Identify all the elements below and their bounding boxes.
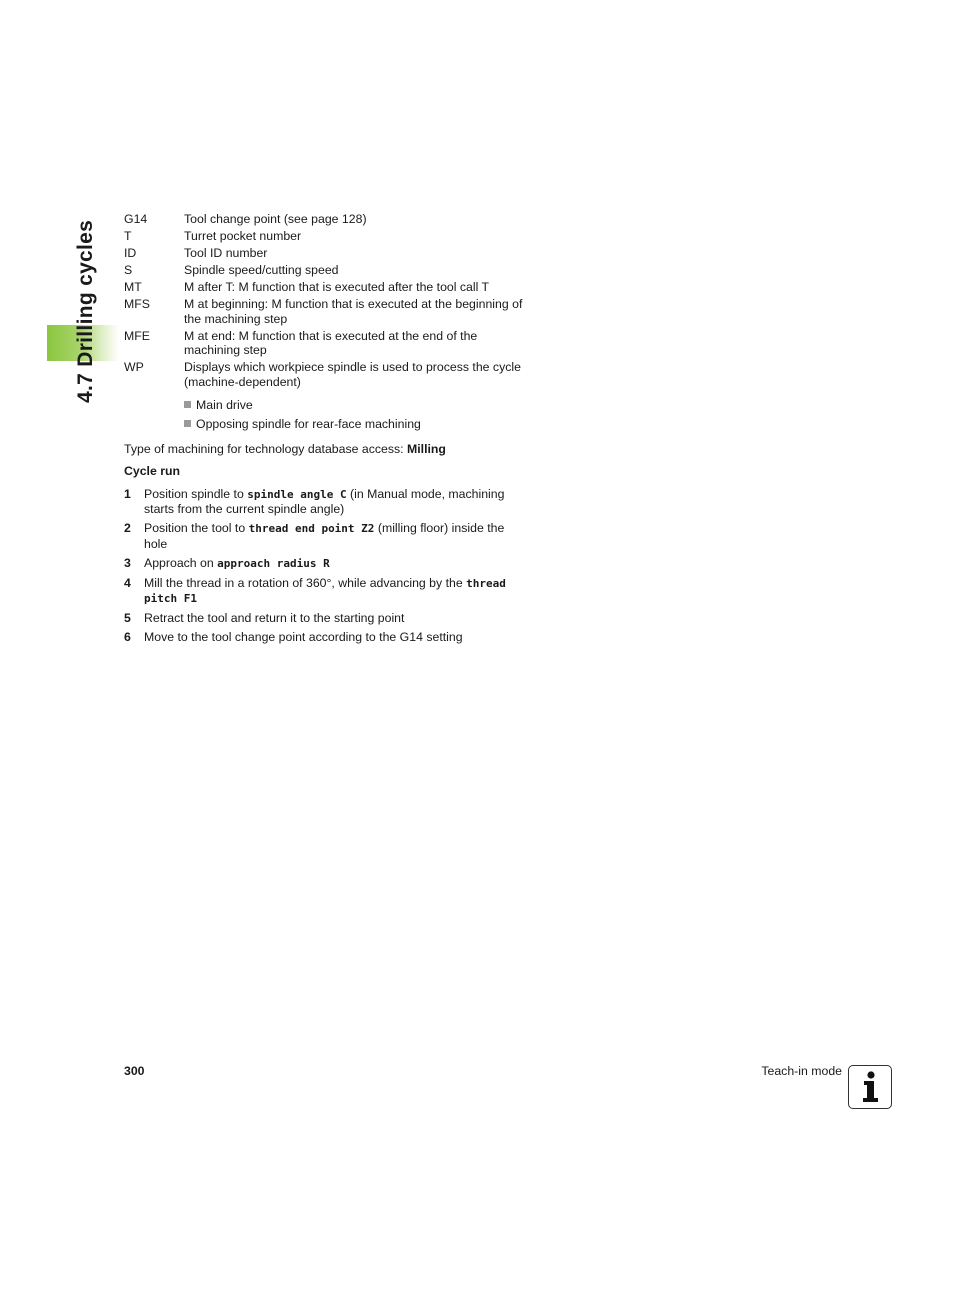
parameter-row xyxy=(124,360,524,389)
parameter-description: M at beginning: M function that is executed at the beginning of the machining step xyxy=(184,297,523,326)
page-number: 300 xyxy=(124,1064,145,1078)
cycle-run-heading: Cycle run xyxy=(124,464,181,478)
step-text xyxy=(144,576,524,607)
cycle-step xyxy=(124,556,524,572)
parameter-code: MT xyxy=(124,280,142,294)
parameter-description: Tool ID number xyxy=(184,246,268,260)
parameter-list xyxy=(124,212,524,389)
step-number: 3 xyxy=(124,555,131,570)
chapter-title: 4.7 Drilling cycles xyxy=(74,219,97,403)
main-content xyxy=(124,212,524,649)
parameter-code: WP xyxy=(124,360,144,374)
step-parameter-name: approach radius R xyxy=(217,556,330,570)
step-text xyxy=(144,521,524,551)
step-number: 2 xyxy=(124,521,131,535)
parameter-code: S xyxy=(124,263,133,277)
parameter-code: MFE xyxy=(124,328,150,343)
parameter-row xyxy=(124,329,524,358)
parameter-row xyxy=(124,212,524,227)
step-text xyxy=(144,611,524,626)
wp-option-item xyxy=(184,417,524,432)
wp-option-label: Main drive xyxy=(196,398,253,412)
step-text-part: (milling floor) inside the hole xyxy=(144,521,505,551)
wp-options-list xyxy=(184,398,524,432)
step-text-part: Mill the thread in a rotation of 360°, while advancing by the xyxy=(144,575,467,590)
machining-type-value: Milling xyxy=(407,441,446,456)
step-text xyxy=(144,556,524,572)
step-number: 1 xyxy=(124,486,131,501)
step-text-part: (in Manual mode, machining starts from the current spindle angle) xyxy=(144,486,505,516)
parameter-description: M after T: M function that is executed after the tool call T xyxy=(184,280,490,294)
parameter-description: M at end: M function that is executed at the end of the machining step xyxy=(184,328,478,357)
parameter-row xyxy=(124,297,524,326)
step-number: 6 xyxy=(124,630,131,644)
parameter-code: G14 xyxy=(124,212,148,226)
cycle-step xyxy=(124,611,524,626)
step-text-part: Position spindle to xyxy=(144,486,248,501)
parameter-row xyxy=(124,263,524,278)
cycle-step xyxy=(124,630,524,645)
step-text-part: Move to the tool change point according to the G14 setting xyxy=(144,630,463,644)
bullet-square-icon xyxy=(184,401,191,408)
step-number: 4 xyxy=(124,575,131,590)
parameter-code: ID xyxy=(124,246,137,260)
step-number: 5 xyxy=(124,611,131,625)
step-text-part: Retract the tool and return it to the starting point xyxy=(144,611,405,625)
parameter-code: MFS xyxy=(124,297,150,311)
footer-section-label: Teach-in mode xyxy=(761,1064,842,1078)
step-text-part: Position the tool to xyxy=(144,521,249,535)
parameter-description: Spindle speed/cutting speed xyxy=(184,263,339,277)
parameter-description: Turret pocket number xyxy=(184,229,302,243)
cycle-step xyxy=(124,521,524,551)
cycle-step xyxy=(124,576,524,607)
wp-option-item xyxy=(184,398,524,413)
parameter-description: Tool change point (see page 128) xyxy=(184,212,367,226)
step-parameter-name: thread end point Z2 xyxy=(248,522,375,535)
info-icon xyxy=(848,1065,892,1109)
cycle-step xyxy=(124,487,524,517)
step-text-part: Approach on xyxy=(144,555,218,570)
step-parameter-name: spindle angle C xyxy=(247,487,347,501)
parameter-row xyxy=(124,280,524,295)
step-text xyxy=(144,630,524,645)
bullet-square-icon xyxy=(184,420,191,427)
parameter-description: Displays which workpiece spindle is used to process the cycle (machine-dependent) xyxy=(184,360,521,389)
wp-option-label: Opposing spindle for rear-face machining xyxy=(196,417,421,431)
parameter-code: T xyxy=(124,229,132,243)
step-text xyxy=(144,487,524,517)
cycle-run-steps xyxy=(124,487,524,645)
machining-type xyxy=(124,442,524,457)
parameter-row xyxy=(124,246,524,261)
parameter-row xyxy=(124,229,524,244)
step-parameter-name: thread pitch F1 xyxy=(144,576,506,605)
machining-type-prefix: Type of machining for technology database access: xyxy=(124,441,407,456)
